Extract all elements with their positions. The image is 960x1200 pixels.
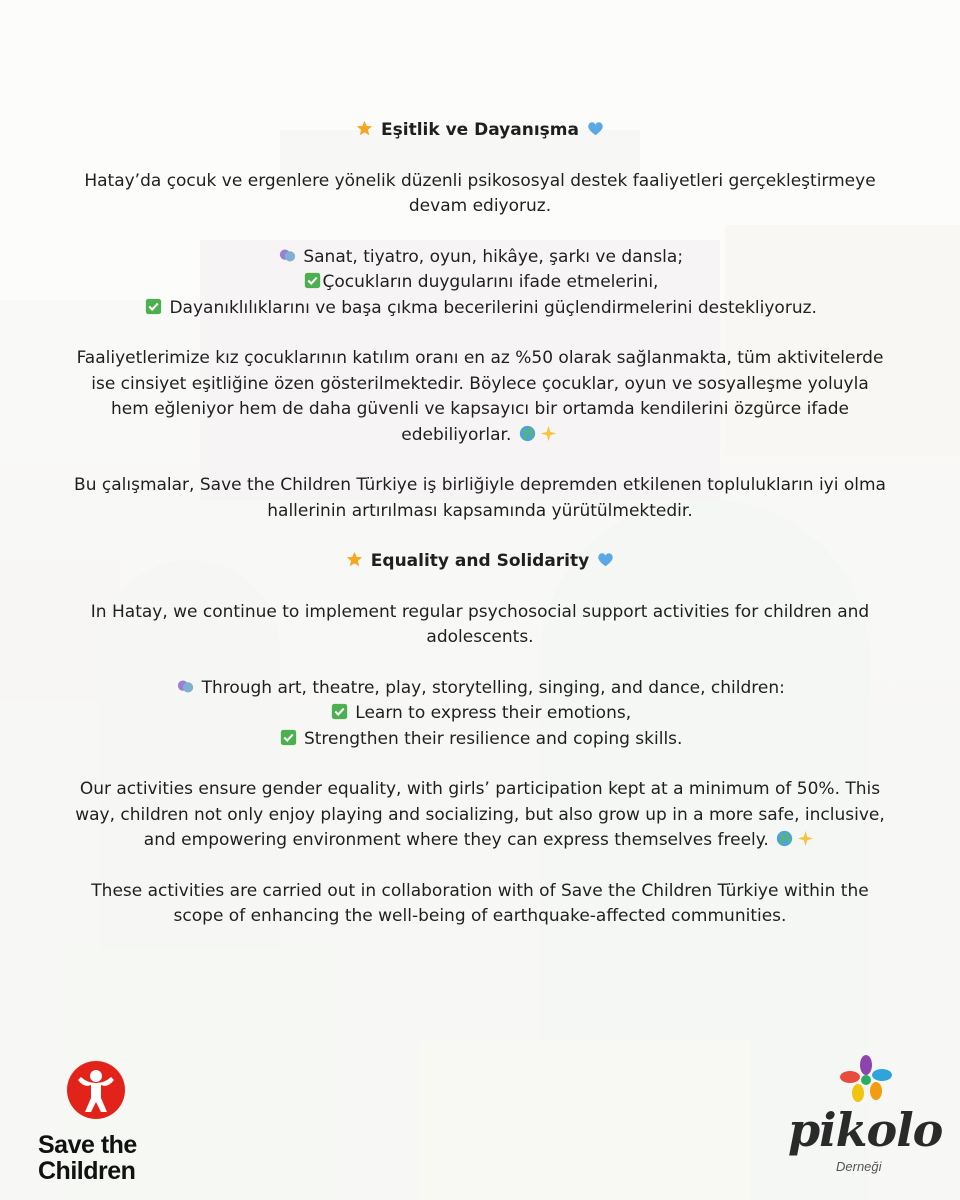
star-icon [346,551,363,568]
turkish-body: Faaliyetlerimize kız çocuklarının katılım oranı en az %50 olarak sağlanmakta, tüm aktivitelerde ise cinsiyet eşitliğine özen gösterilmektedir. Böylece çocuklar, oyun ve sosyalleşme yoluyla hem eğleniyor hem de daha güvenli ve kapsayıcı bir ortamda kendilerini özgürce ifade edebiliyorlar. [76,348,884,445]
sparkles-icon [797,830,814,847]
english-heading: Equality and Solidarity [70,549,890,575]
turkish-footer: Bu çalışmalar, Save the Children Türkiye iş birliğiyle depremden etkilenen toplulukların iyi olma hallerinin artırılması kapsamında yürütülmektedir. [74,475,886,521]
turkish-list-item: Sanat, tiyatro, oyun, hikâye, şarkı ve dansla; [70,245,890,271]
check-mark-icon [280,729,297,746]
save-the-children-logo [38,1058,178,1184]
blue-heart-icon [587,120,604,137]
pikolo-logo [786,1055,943,1185]
check-mark-icon [145,298,162,315]
save-the-children-line-1: Save the [38,1131,137,1159]
english-intro: In Hatay, we continue to implement regular psychosocial support activities for children and adolescents. [90,601,870,647]
english-list-item: Through art, theatre, play, storytelling, singing, and dance, children: [70,676,890,702]
turkish-list-item: Çocukların duygularını ifade etmelerini, [70,270,890,296]
turkish-intro: Hatay’da çocuk ve ergenlere yönelik düzenli psikososyal destek faaliyetleri gerçekleştirmeye devam ediyoruz. [84,170,876,216]
globe-icon [519,425,536,442]
english-list-item: Strengthen their resilience and coping skills. [70,727,890,753]
theatre-masks-icon [177,678,194,695]
english-footer: These activities are carried out in collaboration with of Save the Children Türkiye within the scope of enhancing the well-being of earthquake-affected communities. [91,880,869,926]
blue-heart-icon [597,551,614,568]
globe-icon [776,830,793,847]
english-list-item: Learn to express their emotions, [70,701,890,727]
star-icon [356,120,373,137]
turkish-heading: Eşitlik ve Dayanışma [70,118,890,144]
pikolo-subtitle: Derneği [836,1159,882,1174]
pikolo-wordmark: pikolo [788,1103,943,1157]
turkish-list-item: Dayanıklılıklarını ve başa çıkma becerilerini güçlendirmelerini destekliyoruz. [70,296,890,322]
sparkles-icon [540,425,557,442]
check-mark-icon [331,703,348,720]
save-the-children-emblem-icon [64,1058,128,1122]
check-mark-icon [304,272,321,289]
save-the-children-line-2: Children [38,1157,136,1185]
post-text [70,118,890,930]
theatre-masks-icon [279,247,296,264]
english-body: Our activities ensure gender equality, with girls’ participation kept at a minimum of 50%. This way, children not only enjoy playing and socializing, but also grow up in a more safe, inclusive, and empowering environment where they can express themselves freely. [75,779,885,850]
pikolo-flower-icon [836,1055,896,1105]
